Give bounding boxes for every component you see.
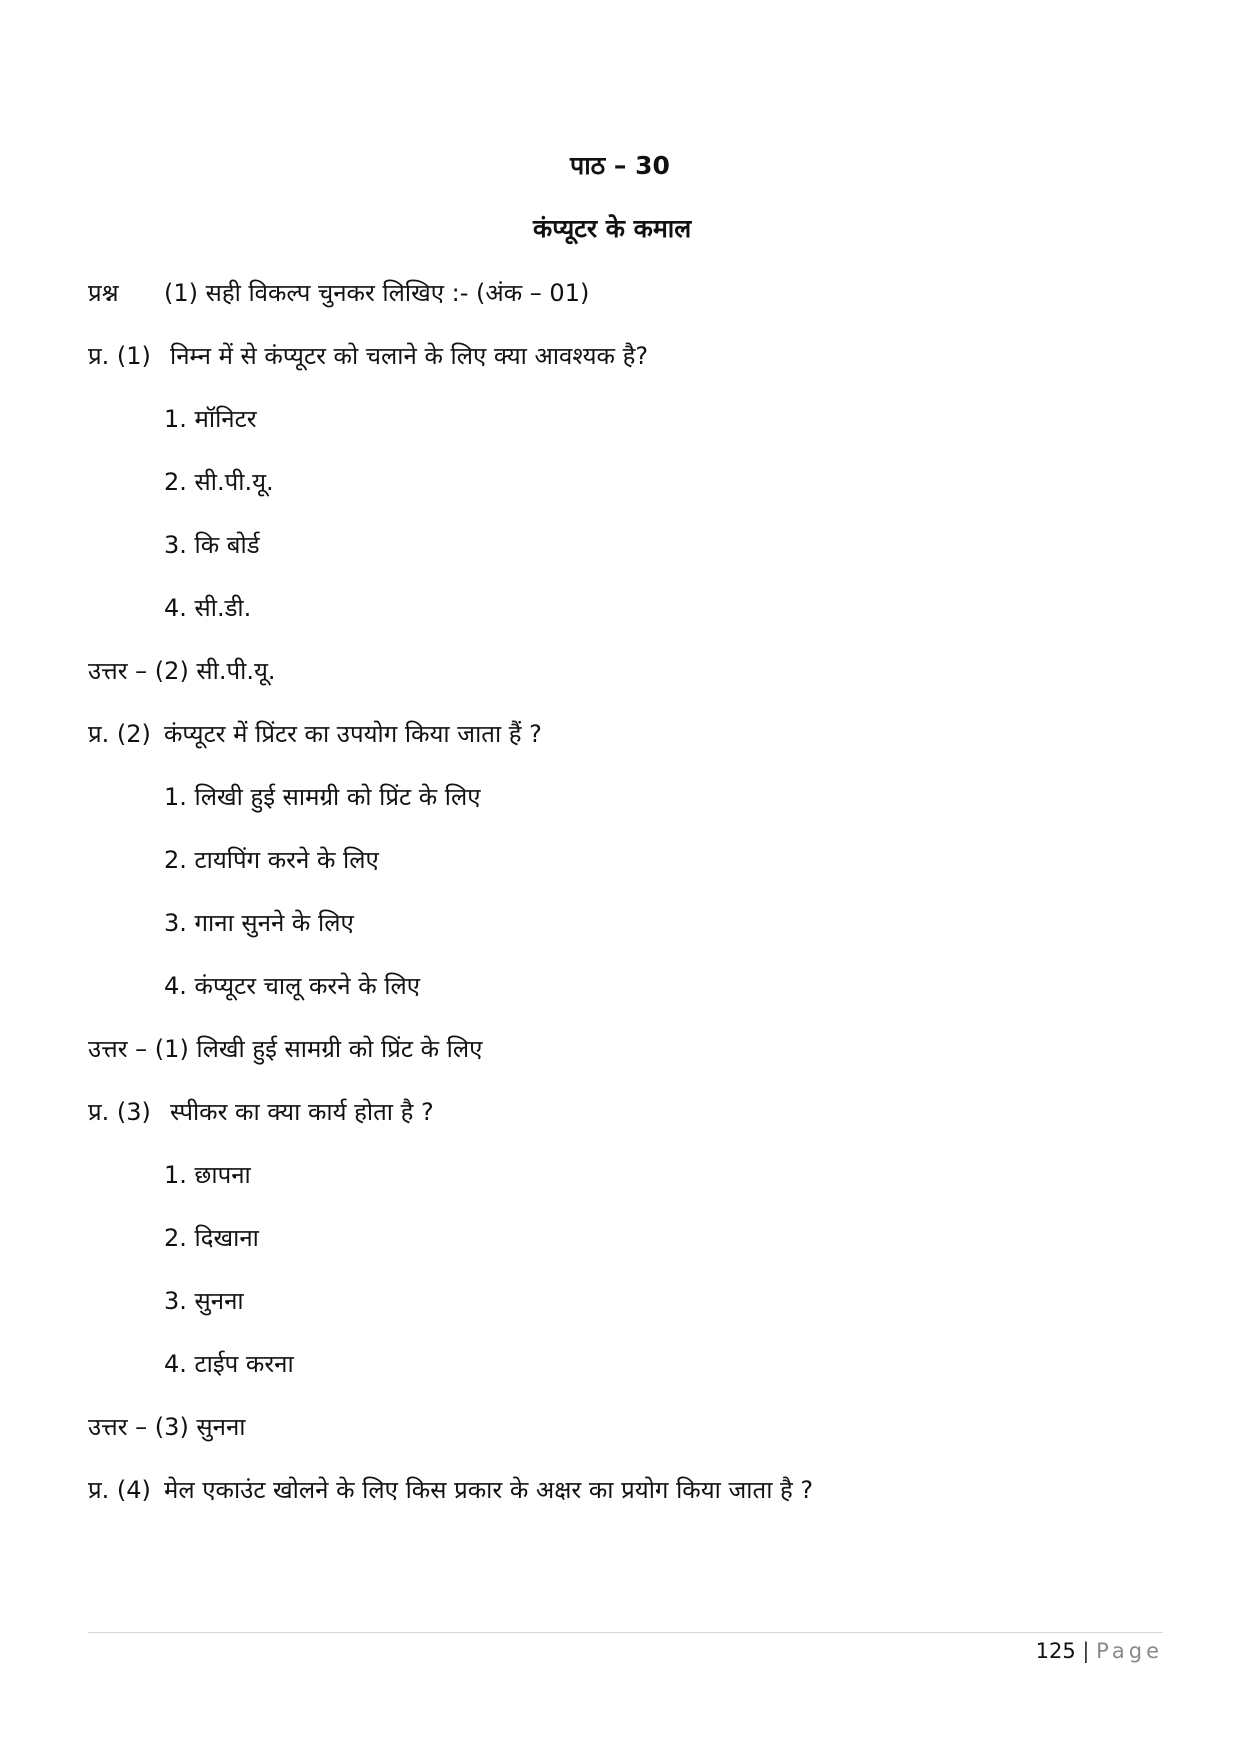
page-number: 125 bbox=[1035, 1639, 1076, 1663]
question-label: प्र. (1) bbox=[88, 342, 151, 370]
option-item: 2. टायपिंग करने के लिए bbox=[164, 846, 379, 874]
option-item: 2. दिखाना bbox=[164, 1224, 259, 1252]
question-label: प्र. (3) bbox=[88, 1098, 151, 1126]
answer-line: उत्तर – (1) लिखी हुई सामग्री को प्रिंट के लिए bbox=[88, 1035, 483, 1063]
lesson-title: कंप्यूटर के कमाल bbox=[533, 214, 692, 243]
page-word: Page bbox=[1096, 1639, 1163, 1663]
question-text: निम्न में से कंप्यूटर को चलाने के लिए क्या आवश्यक है? bbox=[170, 342, 649, 370]
question-text: स्पीकर का क्या कार्य होता है ? bbox=[170, 1098, 434, 1126]
option-item: 1. छापना bbox=[164, 1161, 251, 1189]
option-item: 4. टाईप करना bbox=[164, 1350, 294, 1378]
option-item: 4. कंप्यूटर चालू करने के लिए bbox=[164, 972, 421, 1000]
option-item: 4. सी.डी. bbox=[164, 594, 252, 622]
page-separator: | bbox=[1082, 1639, 1090, 1663]
instruction-label: प्रश्न bbox=[88, 279, 119, 307]
option-item: 3. गाना सुनने के लिए bbox=[164, 909, 354, 937]
option-item: 1. मॉनिटर bbox=[164, 405, 257, 433]
question-label: प्र. (4) bbox=[88, 1476, 151, 1504]
page-footer bbox=[1000, 1636, 1163, 1666]
instruction-text: (1) सही विकल्प चुनकर लिखिए :- (अंक – 01) bbox=[164, 279, 590, 307]
question-label: प्र. (2) bbox=[88, 720, 151, 748]
answer-line: उत्तर – (3) सुनना bbox=[88, 1413, 246, 1441]
lesson-number: पाठ – 30 bbox=[570, 151, 670, 180]
question-text: मेल एकाउंट खोलने के लिए किस प्रकार के अक्षर का प्रयोग किया जाता है ? bbox=[164, 1476, 814, 1504]
footer-rule bbox=[88, 1632, 1163, 1633]
option-item: 3. कि बोर्ड bbox=[164, 531, 260, 559]
question-text: कंप्यूटर में प्रिंटर का उपयोग किया जाता हैं ? bbox=[164, 720, 542, 748]
option-item: 3. सुनना bbox=[164, 1287, 244, 1315]
option-item: 1. लिखी हुई सामग्री को प्रिंट के लिए bbox=[164, 783, 481, 811]
option-item: 2. सी.पी.यू. bbox=[164, 468, 274, 496]
answer-line: उत्तर – (2) सी.पी.यू. bbox=[88, 657, 276, 685]
